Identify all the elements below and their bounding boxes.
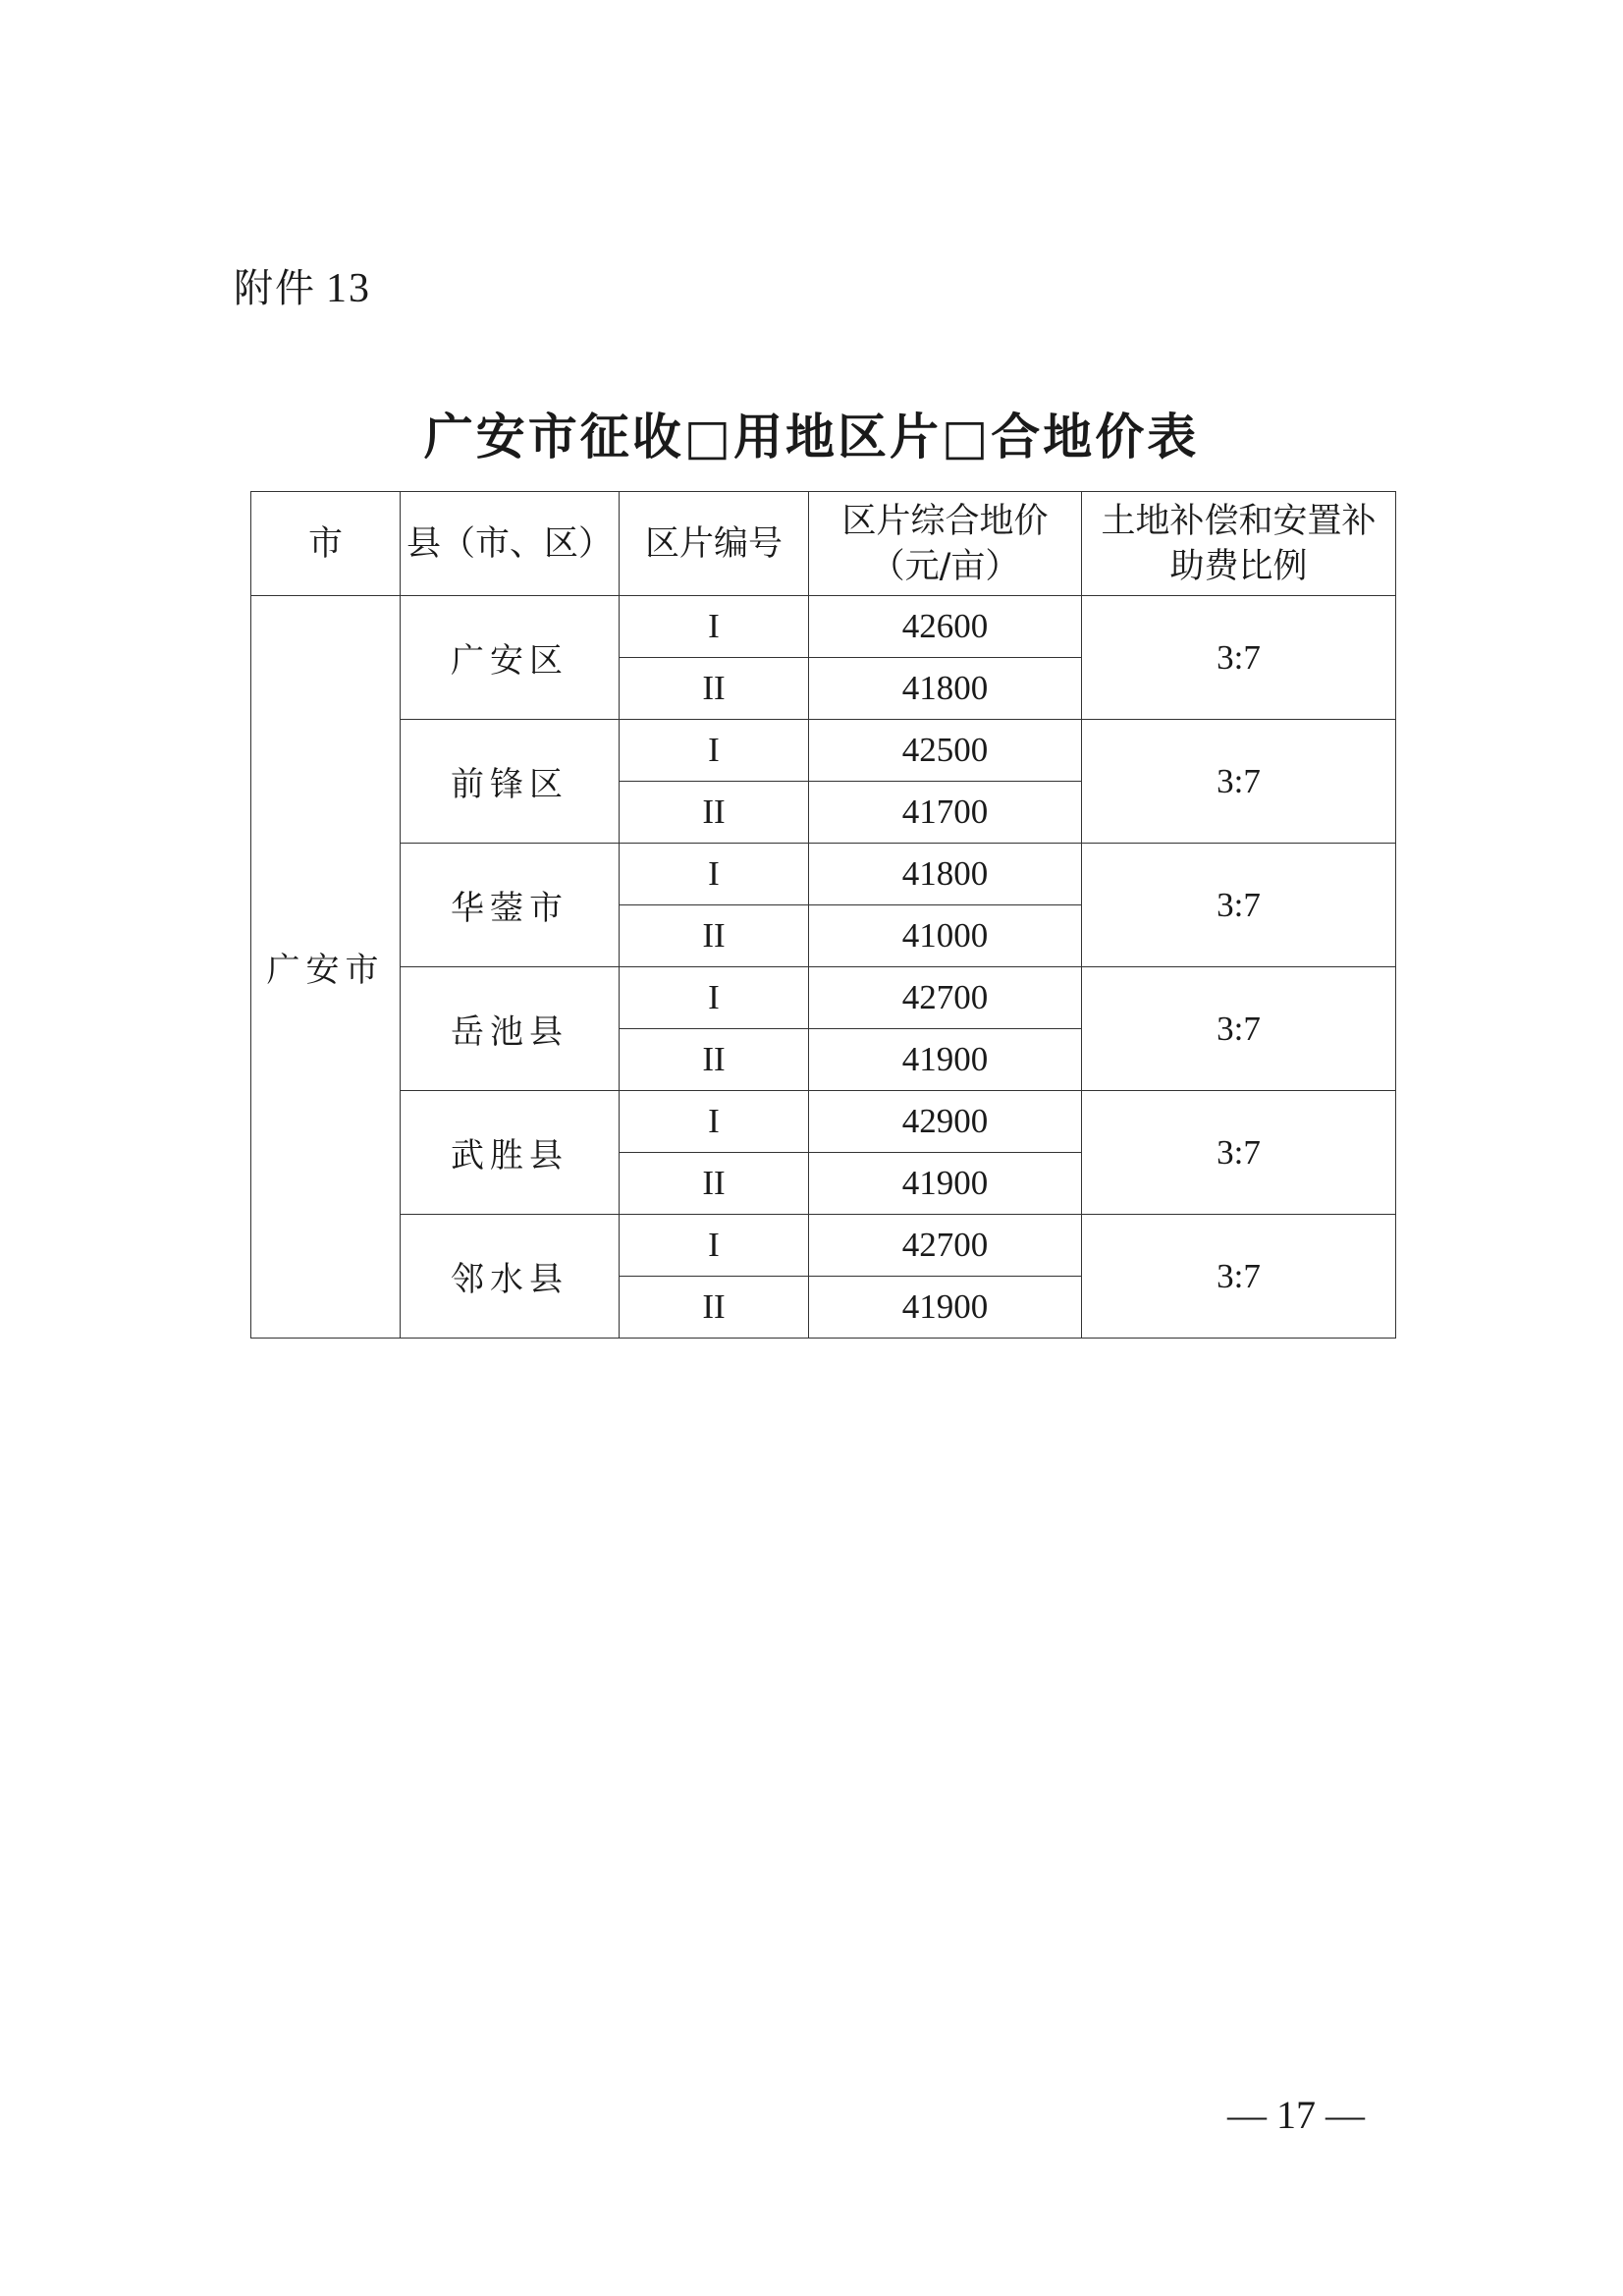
header-ratio-line2: 助费比例 bbox=[1169, 546, 1308, 586]
zone-cell: II bbox=[620, 1277, 809, 1339]
table-row bbox=[251, 1091, 1396, 1153]
ratio-cell: 3:7 bbox=[1082, 967, 1396, 1091]
ratio-cell: 3:7 bbox=[1082, 1215, 1396, 1339]
header-zone-number: 区片编号 bbox=[620, 492, 809, 596]
price-cell: 41900 bbox=[809, 1153, 1082, 1215]
price-cell: 41800 bbox=[809, 658, 1082, 720]
zone-cell: II bbox=[620, 782, 809, 844]
county-cell: 邻水县 bbox=[401, 1215, 620, 1339]
ratio-cell: 3:7 bbox=[1082, 720, 1396, 844]
county-cell: 前锋区 bbox=[401, 720, 620, 844]
table-header-row bbox=[251, 492, 1396, 596]
header-city: 市 bbox=[251, 492, 401, 596]
header-price bbox=[809, 492, 1082, 596]
county-cell: 岳池县 bbox=[401, 967, 620, 1091]
header-price-line1: 区片综合地价 bbox=[841, 501, 1049, 541]
table-row bbox=[251, 1215, 1396, 1277]
zone-cell: I bbox=[620, 844, 809, 905]
price-cell: 41000 bbox=[809, 905, 1082, 967]
price-cell: 42900 bbox=[809, 1091, 1082, 1153]
zone-cell: I bbox=[620, 1091, 809, 1153]
ratio-cell: 3:7 bbox=[1082, 1091, 1396, 1215]
header-county: 县（市、区） bbox=[401, 492, 620, 596]
county-cell: 广安区 bbox=[401, 596, 620, 720]
attachment-text: 附件 bbox=[234, 266, 316, 311]
price-cell: 42600 bbox=[809, 596, 1082, 658]
table-row bbox=[251, 844, 1396, 905]
price-cell: 42700 bbox=[809, 1215, 1082, 1277]
page-title: 广安市征收□用地区片□合地价表 bbox=[423, 409, 1200, 465]
table-row bbox=[251, 967, 1396, 1029]
header-ratio-line1: 土地补偿和安置补 bbox=[1101, 501, 1377, 541]
zone-cell: II bbox=[620, 1153, 809, 1215]
ratio-cell: 3:7 bbox=[1082, 844, 1396, 967]
zone-cell: I bbox=[620, 596, 809, 658]
price-cell: 41800 bbox=[809, 844, 1082, 905]
county-cell: 华蓥市 bbox=[401, 844, 620, 967]
page-number: — 17 — bbox=[1227, 2093, 1365, 2137]
price-cell: 42500 bbox=[809, 720, 1082, 782]
table-row bbox=[251, 720, 1396, 782]
price-cell: 41700 bbox=[809, 782, 1082, 844]
zone-cell: I bbox=[620, 967, 809, 1029]
price-cell: 41900 bbox=[809, 1029, 1082, 1091]
header-ratio bbox=[1082, 492, 1396, 596]
zone-cell: I bbox=[620, 1215, 809, 1277]
zone-cell: II bbox=[620, 1029, 809, 1091]
zone-cell: II bbox=[620, 905, 809, 967]
attachment-label bbox=[234, 257, 371, 313]
header-price-line2: （元/亩） bbox=[870, 546, 1020, 586]
zone-cell: II bbox=[620, 658, 809, 720]
table-row bbox=[251, 596, 1396, 658]
price-cell: 41900 bbox=[809, 1277, 1082, 1339]
ratio-cell: 3:7 bbox=[1082, 596, 1396, 720]
county-cell: 武胜县 bbox=[401, 1091, 620, 1215]
zone-cell: I bbox=[620, 720, 809, 782]
land-price-table bbox=[250, 491, 1396, 1339]
attachment-number: 13 bbox=[326, 266, 371, 311]
price-cell: 42700 bbox=[809, 967, 1082, 1029]
city-cell: 广安市 bbox=[251, 596, 401, 1339]
